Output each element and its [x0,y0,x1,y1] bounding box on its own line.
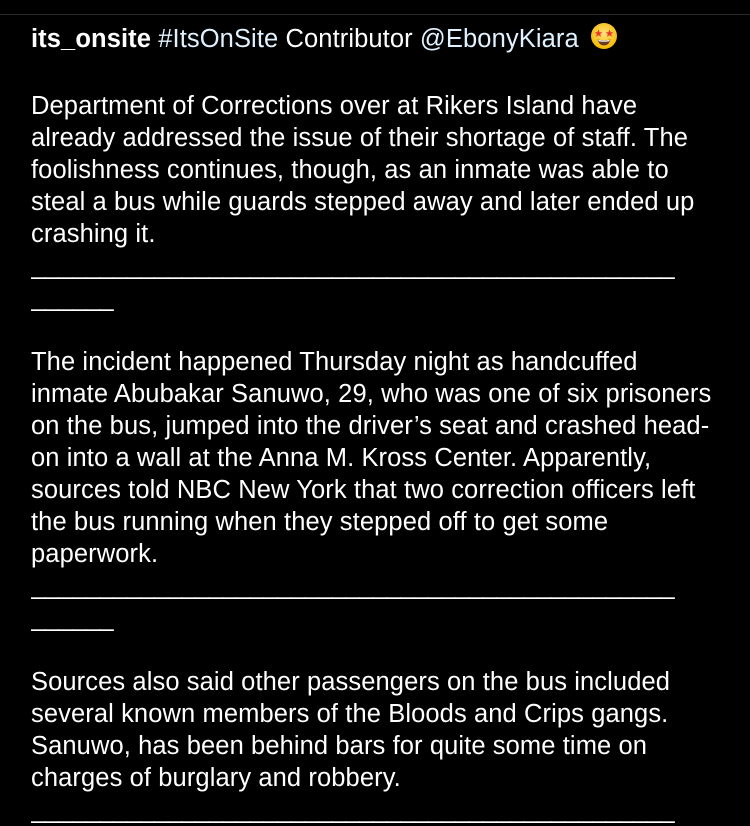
mention-link[interactable]: @EbonyKiara [419,25,579,53]
caption-paragraph-3: Sources also said other passengers on the bus included several known members of the Bloods and Crips gangs. Sanuwo, has been behind bars for quite some time on charges of burglary and robbery. [31,668,671,792]
star-struck-emoji-icon [590,22,618,58]
contributor-label: Contributor [285,25,413,53]
spacer [31,314,721,346]
username-link[interactable]: its_onsite [31,25,152,53]
post-caption [31,22,721,826]
separator-line: _______________________________________________ [31,572,675,600]
caption-paragraph-2: The incident happened Thursday night as handcuffed inmate Abubakar Sanuwo, 29, who was one of six prisoners on the bus, jumped into the driver’s seat and crashed head-on into a wall at the Anna M. Kross Center. Apparently, sources told NBC New York that two correction officers left the bus running when they stepped off to get some paperwork. [31,348,712,568]
separator-line-short: ______ [31,604,114,632]
spacer [31,58,721,90]
separator-line: _______________________________________________ [31,252,675,280]
caption-header [31,22,721,58]
caption-paragraph-1: Department of Corrections over at Rikers Island have already addressed the issue of their shortage of staff. The foolishness continues, though, as an inmate was able to steal a bus while guards stepped away and later ended up crashing it. [31,92,695,248]
separator-line-short: ______ [31,284,114,312]
spacer [31,634,721,666]
hashtag-link[interactable]: #ItsOnSite [158,25,279,53]
top-divider [0,14,750,15]
separator-line: _______________________________________________ [31,796,675,824]
